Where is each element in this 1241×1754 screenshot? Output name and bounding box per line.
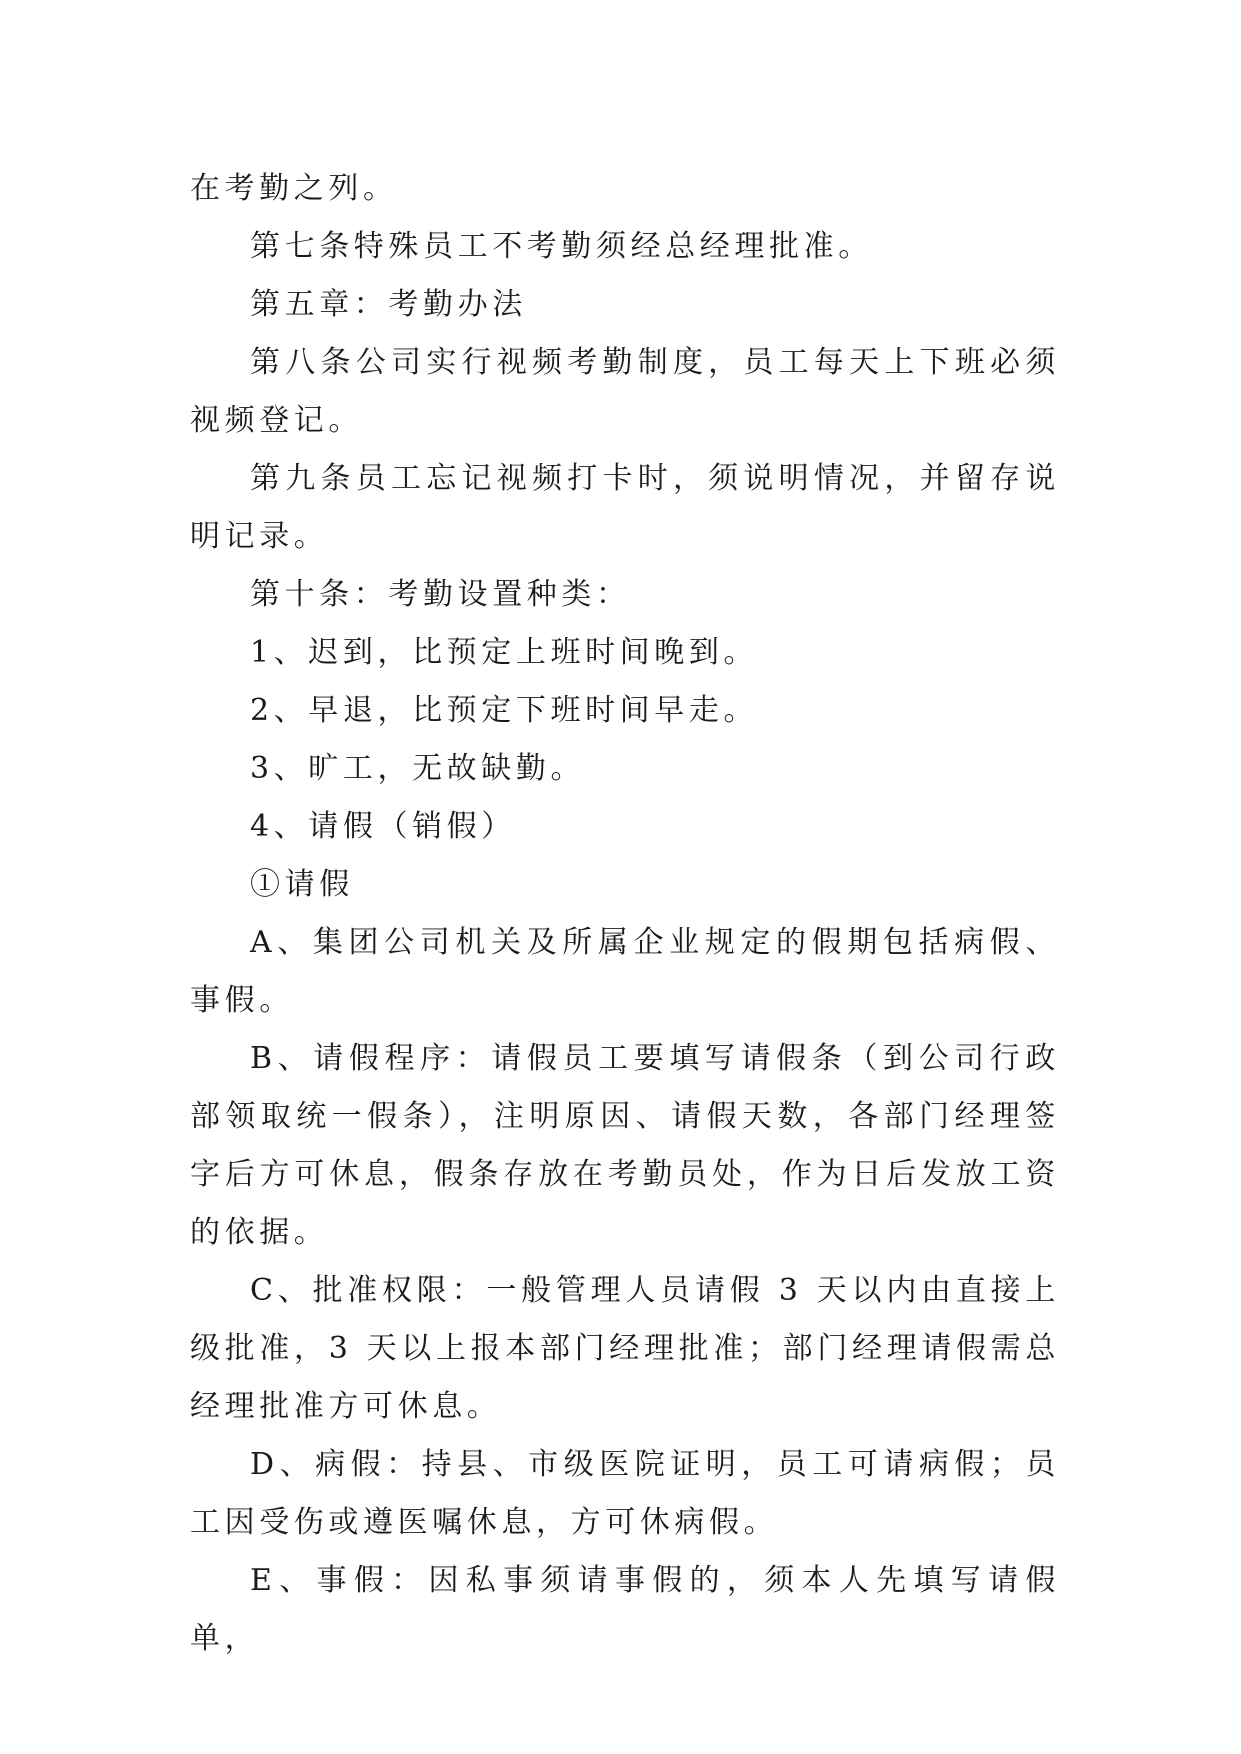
list-item: 3、旷工，无故缺勤。 bbox=[250, 751, 586, 786]
chapter-heading: 第五章：考勤办法 bbox=[250, 287, 527, 322]
list-item: 4、请假（销假） bbox=[250, 809, 516, 844]
paragraph: 第九条员工忘记视频打卡时，须说明情况，并留存说明记录。 bbox=[190, 461, 1060, 554]
paragraph: B、请假程序：请假员工要填写请假条（到公司行政部领取统一假条），注明原因、请假天数，各部门经理签字后方可休息，假条存放在考勤员处，作为日后发放工资的依据。 bbox=[190, 1041, 1060, 1250]
paragraph: A、集团公司机关及所属企业规定的假期包括病假、事假。 bbox=[190, 925, 1060, 1018]
list-item: 2、早退，比预定下班时间早走。 bbox=[250, 693, 759, 728]
document-body bbox=[190, 160, 1060, 1668]
paragraph: 第十条：考勤设置种类： bbox=[250, 577, 631, 612]
paragraph: C、批准权限：一般管理人员请假 3 天以内由直接上级批准，3 天以上报本部门经理批准；部门经理请假需总经理批准方可休息。 bbox=[190, 1273, 1060, 1424]
paragraph: 第七条特殊员工不考勤须经总经理批准。 bbox=[250, 229, 873, 264]
paragraph: E、事假：因私事须请事假的，须本人先填写请假单， bbox=[190, 1563, 1060, 1656]
sub-heading: ①请假 bbox=[250, 867, 354, 902]
paragraph: D、病假：持县、市级医院证明，员工可请病假；员工因受伤或遵医嘱休息，方可休病假。 bbox=[190, 1447, 1060, 1540]
list-item: 1、迟到，比预定上班时间晚到。 bbox=[250, 635, 759, 670]
paragraph: 第八条公司实行视频考勤制度，员工每天上下班必须视频登记。 bbox=[190, 345, 1060, 438]
paragraph: 在考勤之列。 bbox=[190, 171, 398, 206]
